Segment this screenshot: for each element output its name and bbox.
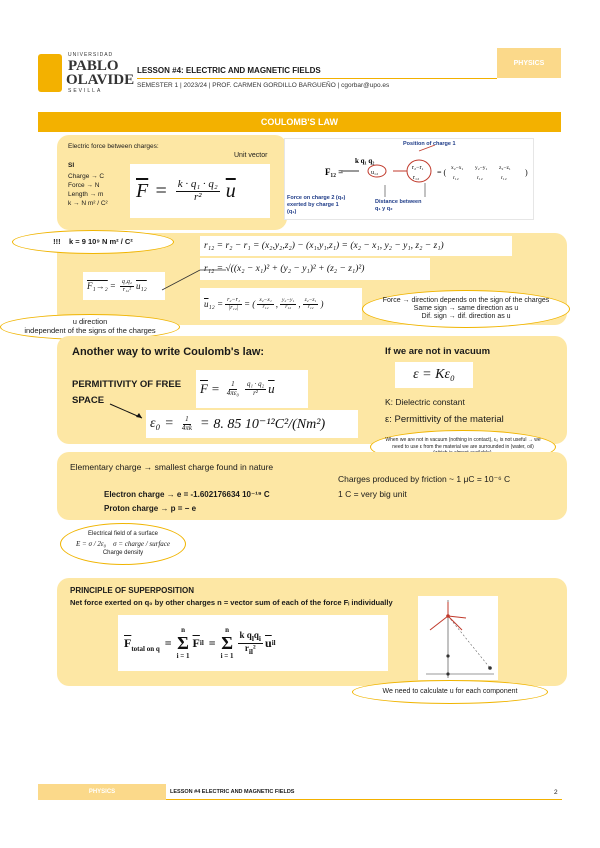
footer-page-number: 2	[554, 789, 558, 796]
section-title: COULOMB'S LAW	[260, 117, 339, 127]
surface-field-title: Electrical field of a surface	[87, 531, 159, 538]
k-value: k = 9 10⁹ N m² / C²	[69, 236, 133, 246]
dielectric-constant-label: K: Dielectric constant	[385, 397, 465, 407]
force-direction-line: Dif. sign → dif. direction as u	[421, 313, 511, 321]
u-direction-line: independent of the signs of the charges	[24, 326, 156, 335]
superposition-description: Net force exerted on q₀ by other charges n = vector sum of each of the force Fᵢ individually	[70, 598, 393, 607]
vacuum-formula	[395, 362, 473, 388]
r12-definition	[200, 236, 512, 256]
f12-symbol: F₁→₂	[87, 281, 108, 291]
electric-force-intro: Electric force between charges:	[68, 143, 159, 150]
footer-lesson: LESSON #4 ELECTRIC AND MAGNETIC FIELDS	[170, 789, 295, 795]
r12-modulus-text: r₁₂ = √((x₂ − x₁)² + (y₂ − y₁)² + (z₂ − z₁)²)	[204, 264, 365, 274]
sigma-formula: σ = charge / surface	[113, 539, 170, 548]
surface-field-cloud	[60, 523, 186, 565]
epsilon0-value: 8. 85 10⁻¹²C²/(Nm²)	[213, 416, 326, 432]
logo-line1: UNIVERSIDAD	[68, 52, 114, 58]
force-direction-cloud	[362, 290, 570, 328]
si-label: SI	[68, 162, 75, 169]
svg-text:r₁₂: r₁₂	[453, 175, 459, 181]
force-direction-line: Force → direction depends on the sign of the charges	[382, 296, 550, 304]
permittivity-arrow	[108, 402, 148, 422]
superposition-formula: $\overline{F}$ total on q = n Σ i = 1 $\overline{F}$ il = n Σ i = 1 $\frac{k q_lq_i}{r_{il}^2}$ $\overline{u}$ il	[118, 615, 388, 671]
si-item: Charge → C	[68, 173, 105, 180]
svg-text:r₂−r₁: r₂−r₁	[412, 165, 424, 171]
svg-text:x₂−x₁: x₂−x₁	[451, 165, 464, 171]
friction-charges: Charges produced by friction ~ 1 μC = 10⁻⁶ C	[338, 474, 511, 484]
diagram-position-label: Position of charge 1	[403, 141, 456, 147]
svg-text:y₂−y₁: y₂−y₁	[475, 165, 488, 171]
superposition-heading: PRINCIPLE OF SUPERPOSITION	[70, 586, 195, 595]
svg-text:r₁₂: r₁₂	[413, 175, 420, 181]
si-item: Length → m	[68, 191, 104, 198]
header-rule	[137, 78, 497, 79]
svg-text:u₁₂: u₁₂	[371, 170, 379, 176]
proton-charge: Proton charge → p = − e	[104, 504, 197, 513]
r12-modulus	[200, 258, 430, 280]
logo-line2: PABLO	[68, 58, 119, 74]
footer-subject-tag	[38, 784, 166, 800]
section-title-bar	[38, 112, 561, 132]
si-item: k → N m² / C²	[68, 200, 108, 207]
another-way-heading: Another way to write Coulomb's law:	[72, 346, 265, 358]
unit-vector-symbol: $\overline{u}$	[225, 179, 236, 202]
unit-vector-label: Unit vector	[234, 152, 268, 159]
force-direction-line: Same sign → same direction as u	[413, 304, 519, 312]
diagram-force-label: Force on charge 2 (q₂) exerted by charge 1 (q₁)	[287, 195, 346, 215]
svg-text:): )	[525, 168, 528, 177]
si-item: Force → N	[68, 182, 100, 189]
k-prefix: !!!	[53, 236, 61, 246]
superposition-diagram-svg	[418, 596, 498, 680]
header-subtitle: SEMESTER 1 | 2023/24 | PROF. CARMEN GORDILLO BARGUEÑO | cgorbar@upo.es	[137, 82, 390, 89]
svg-text:= (: = (	[437, 168, 447, 177]
coulomb-denominator: r²	[193, 190, 202, 203]
svg-text:k q₁ q₂: k q₁ q₂	[355, 157, 375, 165]
vacuum-formula-text: ε = Kε₀	[413, 367, 455, 382]
svg-text:r₁₂: r₁₂	[477, 175, 483, 181]
footer-rule	[166, 799, 562, 800]
force-symbol: $\overline{F}$	[136, 179, 149, 202]
footer-subject: PHYSICS	[88, 789, 116, 795]
u12-symbol: u₁₂	[136, 281, 147, 291]
coulomb-numerator: k · q₁ · q₂	[177, 177, 218, 190]
logo-line3: OLAVIDE	[66, 72, 135, 88]
subject-tag-label: PHYSICS	[513, 59, 545, 67]
big-unit: 1 C = very big unit	[338, 489, 407, 499]
coulomb-epsilon-formula: $\overline{F}$ = $\frac{1}{\text{4πε₀}}$ $\frac{\text{q₁ · q₂}}{\text{r²}}$ $\overline{u}$	[196, 370, 308, 408]
charge-density-label: Charge density	[102, 550, 144, 557]
logo-mark	[38, 54, 62, 92]
coulomb-diagram	[284, 138, 534, 220]
svg-text:z₂−z₁: z₂−z₁	[499, 165, 511, 171]
epsilon0-formula: ε₀ = $\frac{1}{4\pi k}$ = 8. 85 10⁻¹²C²/(Nm²)	[146, 410, 358, 438]
component-note-cloud	[352, 680, 548, 704]
permittivity-label: PERMITTIVITY OF FREE SPACE	[72, 379, 182, 406]
permittivity-material-label: ε: Permittivity of the material	[385, 414, 504, 425]
k-value-cloud	[12, 230, 174, 254]
u-direction-line: u direction	[72, 317, 108, 327]
coulomb-formula: $\overline{F}$ = $\frac{\text{k · q₁ · q₂}}{\text{r²}}$ $\overline{u}$	[130, 164, 270, 218]
vacuum-heading: If we are not in vacuum	[385, 346, 491, 357]
elementary-charge: Elementary charge → smallest charge found in nature	[70, 462, 274, 472]
component-note: We need to calculate u for each component	[382, 687, 518, 695]
logo-line4: SEVILLA	[68, 88, 103, 94]
surface-field-formula: E = σ / 2ε₀	[76, 539, 107, 548]
r12-definition-text: r₁₂ = r₂ − r₁ = (x₂,y₂,z₂) − (x₁,y₁,z₁) = (x₂ − x₁, y₂ − y₁, z₂ − z₁)	[204, 241, 444, 251]
unit-vector-u12: $\overline{u}$ ₁₂ = $\frac{\text{r₂−r₁}}{\text{|r₁₂|}}$ = ( $\frac{\text{x₂−x₁}}{\text{r₁₂}}$ , $\frac{\text{y₂−y₁}}{\text{r₁₂}}$ , $\frac{\text{z₂−z₁}}{\text{r₁₂}}$ )	[200, 288, 362, 320]
svg-text:r₁₂: r₁₂	[501, 175, 507, 181]
superposition-diagram	[418, 596, 498, 680]
svg-text:F₁₂ =: F₁₂ =	[325, 167, 344, 177]
vacuum-note: When we are not in vacuum (nothing in contact), ε₀ is not useful → we need to use ε from the material we are surrounded in (water, oil)	[385, 437, 541, 450]
si-list	[68, 172, 108, 208]
electron-charge: Electron charge → e = -1.602176634 10⁻¹⁹ C	[104, 490, 270, 499]
diagram-distance-label: Distance between q₁ y q₂	[375, 199, 422, 212]
logo	[38, 52, 134, 96]
lesson-title: LESSON #4: ELECTRIC AND MAGNETIC FIELDS	[137, 66, 321, 75]
subject-tag	[497, 48, 561, 78]
vector-force-formula: F₁→₂ = $\frac{\text{q₁q₂}}{\text{r₁₂²}}$ u₁₂	[83, 272, 165, 300]
